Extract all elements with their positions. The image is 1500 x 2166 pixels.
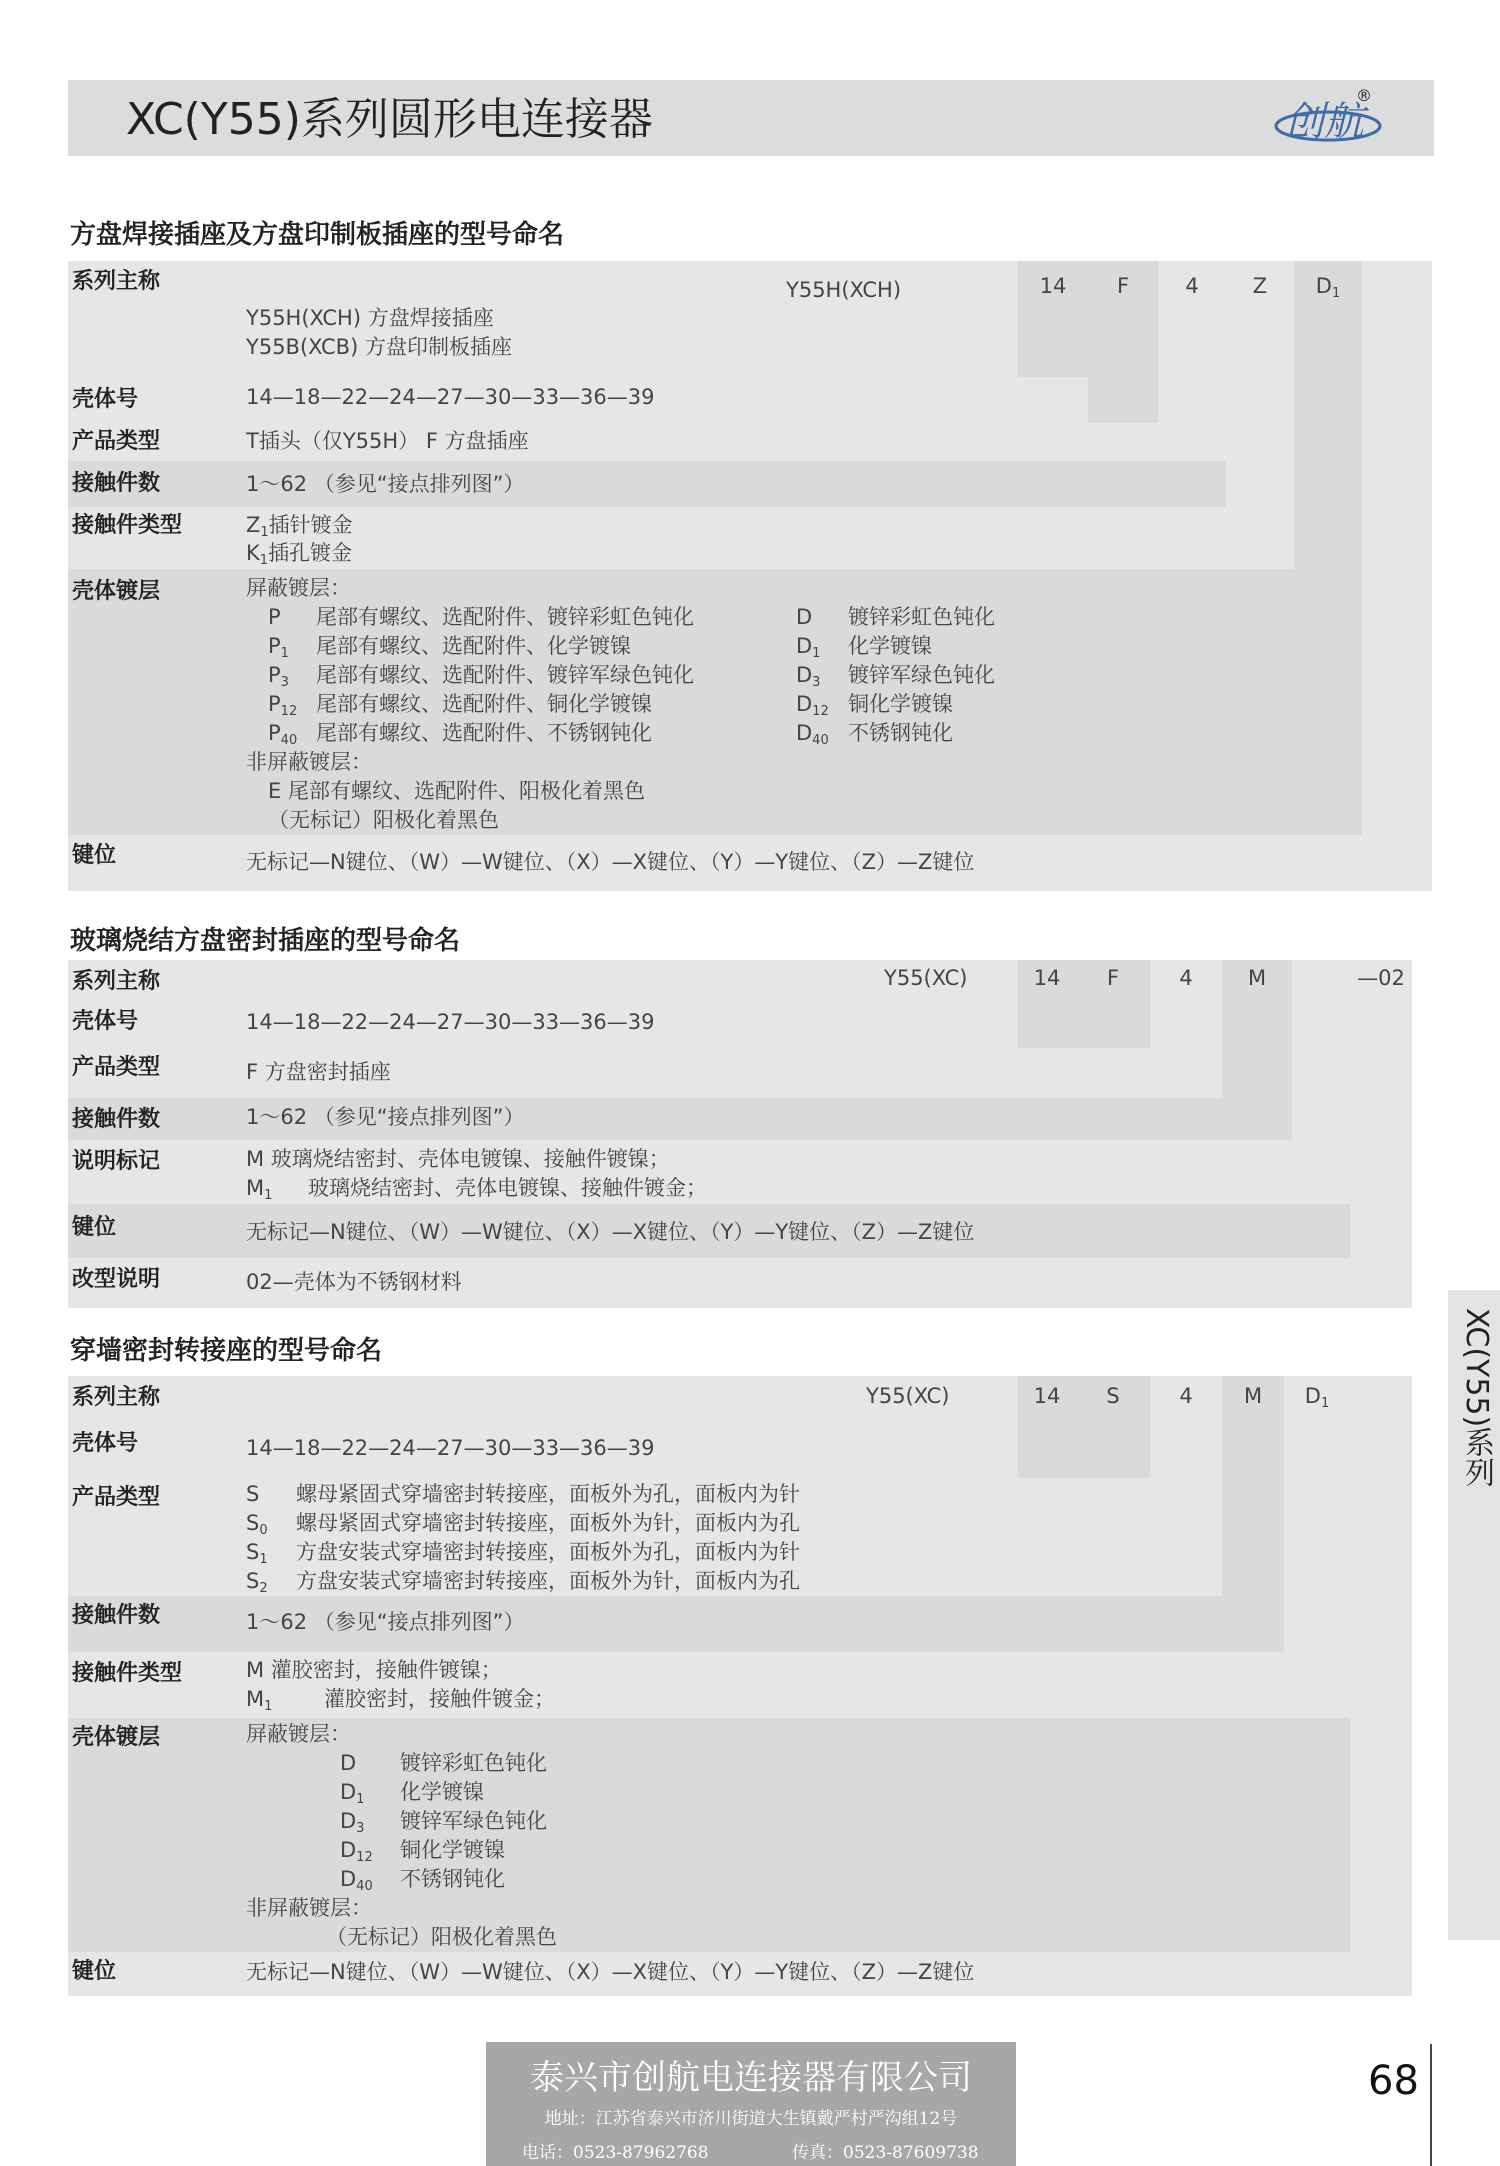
- s3-shell-label: 壳体号: [72, 1431, 139, 1456]
- logo-text: 创航: [1284, 99, 1364, 145]
- s2-product-value: F 方盘密封插座: [246, 1060, 391, 1084]
- section2-title: 玻璃烧结方盘密封插座的型号命名: [70, 926, 461, 956]
- s3-product-item: $S_1$ 方盘安装式穿墙密封转接座，面板外为孔，面板内为针: [246, 1540, 800, 1567]
- s2-mod-value: 02—壳体为不锈钢材料: [246, 1270, 462, 1294]
- company-logo: [1270, 86, 1386, 150]
- s2-code-note: M: [1247, 966, 1267, 990]
- s3-shielded-item: $D_{12}$ 铜化学镀镍: [340, 1838, 505, 1865]
- s1-shielded-item: $P_{12}$ 尾部有螺纹、选配附件、铜化学镀镍: [268, 692, 652, 719]
- s1-count-value: 1～62 （参见“接点排列图”）: [246, 472, 525, 496]
- s2-code-mod: —02: [1357, 966, 1405, 990]
- s1-shielded-d-item: $D_3$ 镀锌军绿色钝化: [796, 663, 995, 690]
- footer-fax: 传真：0523-87609738: [792, 2143, 979, 2163]
- s2-count-value: 1～62 （参见“接点排列图”）: [246, 1105, 525, 1129]
- s3-shielded-item: $D_1$ 化学镀镍: [340, 1780, 484, 1807]
- s1-shielded-d-item: $D_{12}$ 铜化学镀镍: [796, 692, 953, 719]
- s3-code-shell: 14: [1033, 1384, 1061, 1408]
- s3-series-label: 系列主称: [72, 1385, 161, 1410]
- s2-key-value: 无标记—N键位、（W）—W键位、（X）—X键位、（Y）—Y键位、（Z）—Z键位: [246, 1220, 975, 1244]
- s1-shielded-d-item: D 镀锌彩虹色钝化: [796, 605, 995, 629]
- s3-code-plating: $D_1$: [1304, 1384, 1330, 1411]
- s3-contact-m: M 灌胶密封，接触件镀镍；: [246, 1658, 502, 1682]
- s2-product-label: 产品类型: [72, 1055, 161, 1080]
- s3-product-label: 产品类型: [72, 1485, 161, 1510]
- s1-shell-label: 壳体号: [72, 387, 139, 412]
- s1-series-line2: Y55B(XCB) 方盘印制板插座: [246, 335, 512, 359]
- footer-company: 泰兴市创航电连接器有限公司: [530, 2058, 972, 2098]
- footer-phone: 电话：0523-87962768: [522, 2143, 709, 2163]
- side-tab-label: XC(Y55)系列: [1459, 1308, 1494, 1488]
- page-rule: [1430, 2044, 1432, 2166]
- s1-shielded-title: 屏蔽镀层：: [246, 576, 351, 600]
- s2-code-shell: 14: [1033, 966, 1061, 990]
- section1-title: 方盘焊接插座及方盘印制板插座的型号命名: [70, 220, 565, 250]
- s1-band-contact: [68, 507, 1226, 569]
- s2-band-count: [68, 1098, 1222, 1140]
- s1-contact-z: $Z_1$插针镀金: [246, 513, 353, 540]
- s2-count-label: 接触件数: [72, 1107, 161, 1132]
- s3-product-item: $S_0$ 螺母紧固式穿墙密封转接座，面板外为针，面板内为孔: [246, 1511, 800, 1538]
- s2-example-prefix: Y55(XC): [884, 966, 968, 990]
- s1-band-count: [68, 461, 1226, 507]
- s1-key-value: 无标记—N键位、（W）—W键位、（X）—X键位、（Y）—Y键位、（Z）—Z键位: [246, 850, 975, 874]
- s1-contact-label: 接触件类型: [72, 513, 183, 538]
- s3-count-value: 1～62 （参见“接点排列图”）: [246, 1610, 525, 1634]
- s1-shielded-item: $P_3$ 尾部有螺纹、选配附件、镀锌军绿色钝化: [268, 663, 694, 690]
- registered-mark: ®: [1356, 86, 1372, 105]
- s3-plating-label: 壳体镀层: [72, 1725, 161, 1750]
- s1-example-prefix: Y55H(XCH): [786, 278, 902, 302]
- s3-shielded-item: $D_{40}$ 不锈钢钝化: [340, 1867, 505, 1894]
- s2-band-product: [68, 1048, 1150, 1098]
- s1-code-count: 4: [1185, 274, 1199, 298]
- s3-nonshielded-title: 非屏蔽镀层：: [246, 1896, 372, 1920]
- s1-code-contact: Z: [1252, 274, 1268, 298]
- s3-shell-value: 14—18—22—24—27—30—33—36—39: [246, 1436, 655, 1460]
- s1-series-line1: Y55H(XCH) 方盘焊接插座: [246, 306, 494, 330]
- s1-shielded-item: $P_1$ 尾部有螺纹、选配附件、化学镀镍: [268, 634, 631, 661]
- s1-shell-value: 14—18—22—24—27—30—33—36—39: [246, 385, 655, 409]
- s1-plating-label: 壳体镀层: [72, 579, 161, 604]
- s1-product-value: T插头（仅Y55H） F 方盘插座: [246, 429, 529, 453]
- s2-key-label: 键位: [72, 1215, 117, 1240]
- s1-band-plating: [68, 569, 1362, 835]
- s1-series-label: 系列主称: [72, 269, 161, 294]
- s3-nonshielded-none: （无标记）阳极化着黑色: [326, 1925, 557, 1949]
- s1-code-shell: 14: [1039, 274, 1067, 298]
- footer-address: 地址：江苏省泰兴市济川街道大生镇戴严村严沟组12号: [544, 2109, 958, 2129]
- page-number: 68: [1368, 2058, 1419, 2104]
- s3-code-contact: M: [1243, 1384, 1263, 1408]
- s3-contact-m1: $M_1$ 灌胶密封，接触件镀金；: [246, 1687, 555, 1714]
- s3-count-label: 接触件数: [72, 1603, 161, 1628]
- s3-contact-label: 接触件类型: [72, 1661, 183, 1686]
- s3-product-item: S 螺母紧固式穿墙密封转接座，面板外为孔，面板内为针: [246, 1482, 800, 1506]
- s3-code-count: 4: [1179, 1384, 1193, 1408]
- s2-shell-value: 14—18—22—24—27—30—33—36—39: [246, 1010, 655, 1034]
- s2-shell-label: 壳体号: [72, 1009, 139, 1034]
- s2-note-label: 说明标记: [72, 1149, 161, 1174]
- s1-contact-k: $K_1$插孔镀金: [246, 541, 353, 568]
- page-title: XC(Y55)系列圆形电连接器: [126, 94, 653, 145]
- s3-key-value: 无标记—N键位、（W）—W键位、（X）—X键位、（Y）—Y键位、（Z）—Z键位: [246, 1960, 975, 1984]
- s3-key-label: 键位: [72, 1959, 117, 1984]
- s2-code-product: F: [1106, 966, 1120, 990]
- s1-nonshielded-title: 非屏蔽镀层：: [246, 750, 372, 774]
- s1-shielded-item: P 尾部有螺纹、选配附件、镀锌彩虹色钝化: [268, 605, 694, 629]
- s3-code-product: S: [1106, 1384, 1120, 1408]
- s1-shielded-d-item: $D_1$ 化学镀镍: [796, 634, 932, 661]
- s2-note-m: M 玻璃烧结密封、壳体电镀镍、接触件镀镍；: [246, 1147, 670, 1171]
- s1-product-label: 产品类型: [72, 429, 161, 454]
- s3-shielded-item: D 镀锌彩虹色钝化: [340, 1751, 547, 1775]
- s1-code-plating: $D_1$: [1315, 274, 1341, 301]
- s2-mod-label: 改型说明: [72, 1267, 161, 1292]
- s1-nonshielded-e: E 尾部有螺纹、选配附件、阳极化着黑色: [268, 779, 645, 803]
- section3-title: 穿墙密封转接座的型号命名: [70, 1336, 383, 1366]
- s3-shielded-title: 屏蔽镀层：: [246, 1722, 351, 1746]
- s2-code-count: 4: [1179, 966, 1193, 990]
- s3-band-count: [68, 1596, 1222, 1652]
- s1-shielded-d-item: $D_{40}$ 不锈钢钝化: [796, 721, 953, 748]
- s2-series-label: 系列主称: [72, 969, 161, 994]
- s1-key-label: 键位: [72, 843, 117, 868]
- s1-nonshielded-none: （无标记）阳极化着黑色: [268, 808, 499, 832]
- s2-note-m1: $M_1$ 玻璃烧结密封、壳体电镀镍、接触件镀金；: [246, 1176, 707, 1203]
- s1-band-product: [68, 423, 1158, 461]
- s1-shielded-item: $P_{40}$ 尾部有螺纹、选配附件、不锈钢钝化: [268, 721, 652, 748]
- s1-count-label: 接触件数: [72, 471, 161, 496]
- s3-product-item: $S_2$ 方盘安装式穿墙密封转接座，面板外为针，面板内为孔: [246, 1569, 800, 1596]
- s1-code-product: F: [1116, 274, 1130, 298]
- s3-example-prefix: Y55(XC): [866, 1384, 950, 1408]
- s3-shielded-item: $D_3$ 镀锌军绿色钝化: [340, 1809, 547, 1836]
